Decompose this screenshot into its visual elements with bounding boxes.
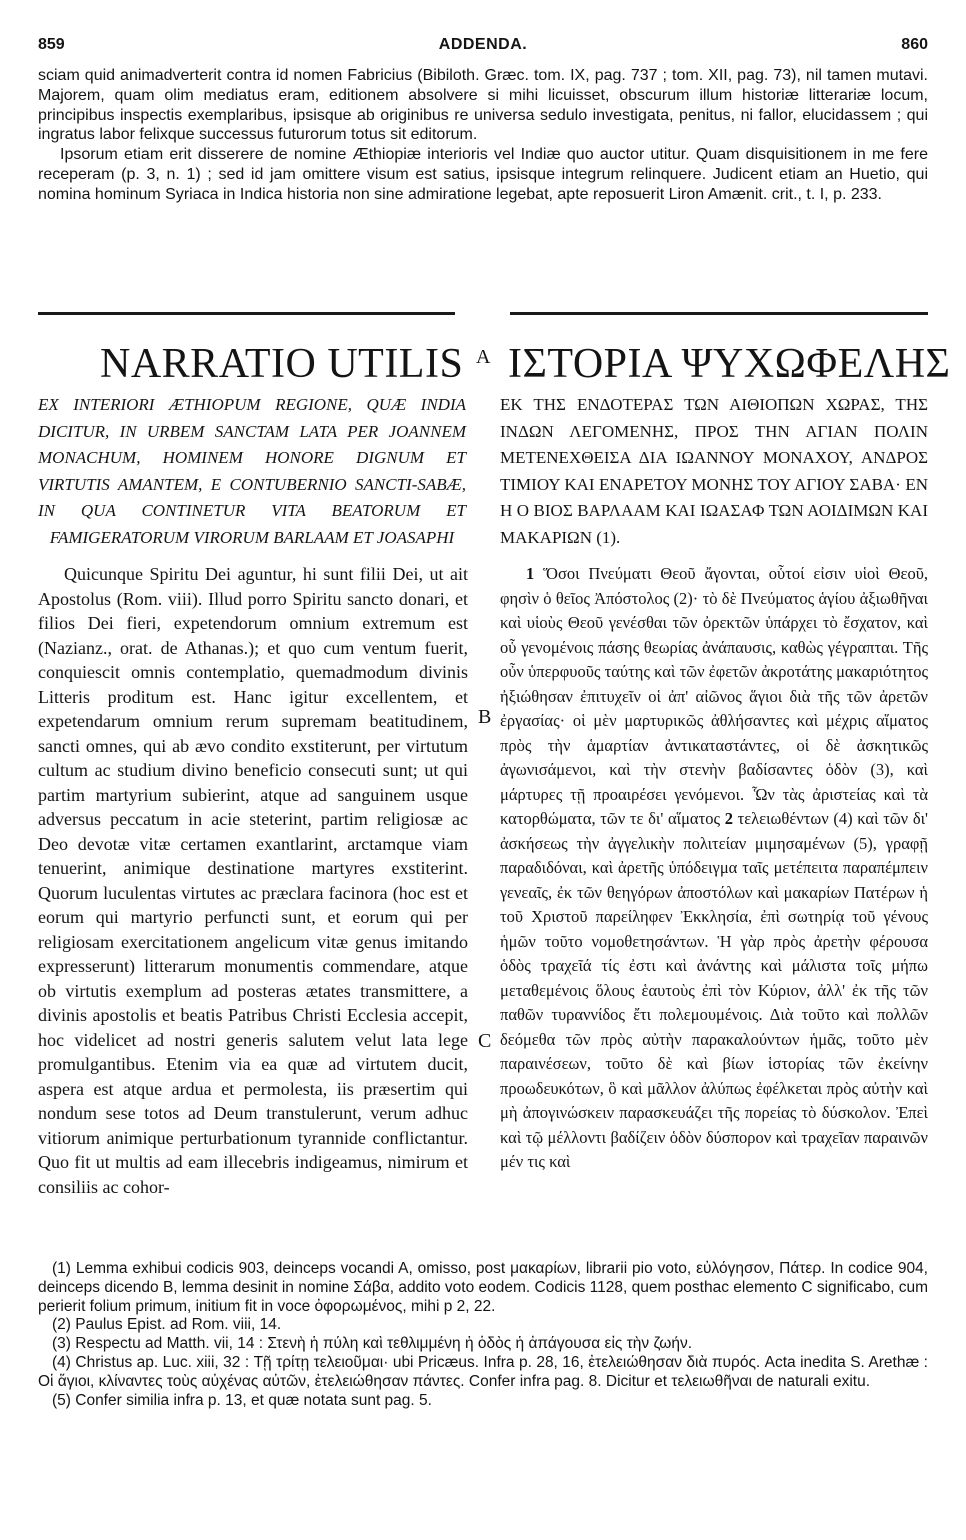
- latin-title: NARRATIO UTILIS: [100, 341, 464, 387]
- running-header: [38, 36, 928, 58]
- greek-body-text-1: Ὅσοι Πνεύματι Θεοῦ ἄγονται, οὗτοί εἰσιν υἱοὶ Θεοῦ, φησὶν ὁ θεῖος Ἀπόστολος (2)· τὸ δὲ Πνεύματος ἁγίου ἀξιωθῆναι καὶ υἱοὺς Θεοῦ γενέσθαι τῶν ὀρεκτῶν ὑπάρχει τὸ ἔσχατον, καὶ οὗ γενομένοις πάσης θεωρίας ἀνάπαυσις, καθὼς γέγραπται. Τῆς οὖν ὑπερφυοῦς ταύτης καὶ τῶν ἐφετῶν ἀκροτάτης μακαριότητος ἠξιώθησαν ἐπιτυχεῖν οἱ ἀπ' αἰῶνος ἅγιοι διὰ τῆς τῶν ἀρετῶν ἐργασίας· οἱ μὲν μαρτυρικῶς ἀθλήσαντες καὶ μέχρις αἵματος πρὸς τὴν ἁμαρτίαν ἀντικαταστάντες, οἱ δὲ ἀσκητικῶς ἀγωνισάμενοι, καὶ τὴν στενὴν βαδίσαντες ὁδὸν (3), καὶ μάρτυρες τῇ προαιρέσει γενόμενοι. Ὧν τὰς ἀριστείας καὶ τὰ κατορθώματα, τῶν τε δι' αἵματος: [500, 564, 929, 828]
- left-divider-rule: [38, 312, 455, 315]
- margin-marker-c: C: [478, 1030, 492, 1052]
- right-page-number: 860: [901, 36, 928, 53]
- footnotes: [38, 1260, 928, 1410]
- left-page-number: 859: [38, 36, 65, 53]
- addenda-text: [38, 66, 928, 205]
- greek-title: ΙΣΤΟΡΙΑ ΨΥΧΩΦΕΛΗΣ: [508, 341, 951, 387]
- footnote-3: (3) Respectu ad Matth. vii, 14 : Στενὴ ἡ πύλη καὶ τεθλιμμένη ἡ ὁδὸς ἡ ἀπάγουσα εἰς τὴν ζωήν.: [52, 1335, 693, 1353]
- latin-subtitle: EX INTERIORI ÆTHIOPUM REGIONE, QUÆ INDIA DICITUR, IN URBEM SANCTAM LATA PER JOANNEM MONACHUM, HOMINEM HONORE DIGNUM ET VIRTUTIS AMANTEM, E CONTUBERNIO SANCTI-SABÆ, IN QUA CONTINETUR VITA BEATORUM ET FAMIGERATORUM VIRORUM BARLAAM ET JOASAPHI: [38, 395, 466, 547]
- latin-column: [38, 562, 468, 1199]
- running-title: ADDENDA.: [438, 36, 528, 53]
- section-number-1: 1: [526, 564, 535, 583]
- greek-column: [500, 562, 928, 1175]
- right-divider-rule: [510, 312, 928, 315]
- latin-body-text: Quicunque Spiritu Dei aguntur, hi sunt filii Dei, ut ait Apostolus (Rom. viii). Illud porro Spiritu sancto donari, et filios Dei fieri, expetendorum omnium extremum est (Nazianz., orat. de Athanas.); et quo cum ventum fuerit, conquiescit omnis contemplatio, quemadmodum divinis Litteris proditum est. Hanc igitur excellentem, et expetendarum omnium rerum supremam beatitudinem, sancti omnes, qui ab ævo condito exstiterunt, per virtutum cultum ac studium divino beneficio consecuti sunt; ut qui partim martyrium subierint, atque ad sanguinem usque adversus peccatum in acie steterint, partim religiosæ ac Deo devotæ vitæ certamen exantlarint, arctamque viam tenuerint, animique destinatione martyres exstiterint. Quorum luculentas virtutes ac præclara facinora (hoc est et eorum qui martyrio perfuncti sunt, et eorum qui per religiosam exercitationem angelicum vitæ genus imitando expresserunt) litterarum monumentis commendare, atque ob virtutis exemplum ad posteras ætates transmittere, a divinis apostolis et beatis Patribus Christi Ecclesia accepit, hoc videlicet ad nostri generis salutem velut lata lege promulgantibus. Etenim via ea quæ ad virtutem ducit, aspera est atque ardua et permolesta, iis præsertim qui nondum sese totos ad Deum transtulerunt, verum adhuc vitiorum animique perturbationum tyrannide conflictantur. Quo fit ut multis ad eam illecebris indigeamus, nimirum et consiliis ac cohor-: [38, 564, 468, 1197]
- footnote-2: (2) Paulus Epist. ad Rom. viii, 14.: [52, 1316, 282, 1334]
- footnote-4: (4) Christus ap. Luc. xiii, 32 : Τῇ τρίτῃ τελειοῦμαι· ubi Pricæus. Infra p. 28, 16, ἐτελειώθησαν διὰ πυρός. Acta inedita S. Arethæ : Οἱ ἅγιοι, κλίναντες τοὺς αὐχένας αὐτῶν, ἐτελειώθησαν πάντες. Confer infra pag. 8. Dicitur et τελειωθῆναι de naturali exitu.: [38, 1353, 928, 1390]
- greek-subtitle: ΕΚ ΤΗΣ ΕΝΔΟΤΕΡΑΣ ΤΩΝ ΑΙΘΙΟΠΩΝ ΧΩΡΑΣ, ΤΗΣ ΙΝΔΩΝ ΛΕΓΟΜΕΝΗΣ, ΠΡΟΣ ΤΗΝ ΑΓΙΑΝ ΠΟΛΙΝ ΜΕΤΕΝΕΧΘΕΙΣΑ ΔΙΑ ΙΩΑΝΝΟΥ ΜΟΝΑΧΟΥ, ΑΝΔΡΟΣ ΤΙΜΙΟΥ ΚΑΙ ΕΝΑΡΕΤΟΥ ΜΟΝΗΣ ΤΟΥ ΑΓΙΟΥ ΣΑΒΑ· ΕΝ Η Ο ΒΙΟΣ ΒΑΡΛΑΑΜ ΚΑΙ ΙΩΑΣΑΦ ΤΩΝ ΑΟΙΔΙΜΩΝ ΚΑΙ ΜΑΚΑΡΙΩΝ (1).: [500, 395, 928, 547]
- section-number-2: 2: [724, 809, 733, 828]
- margin-marker-b: B: [478, 706, 492, 728]
- footnote-1: (1) Lemma exhibui codicis 903, deinceps vocandi A, omisso, post μακαρίων, librarii pio voto, εὐλόγησον, Πάτερ. In codice 904, deinceps dicendo B, lemma desinit in nomine Σάβα, addito voto eodem. Codicis 1128, quem posthac elemento C significabo, cum perierit folium primum, initium fit in voce ὀφορωμένος, mihi p 2, 22.: [38, 1260, 928, 1315]
- footnote-5: (5) Confer similia infra p. 13, et quæ notata sunt pag. 5.: [52, 1391, 432, 1409]
- addenda-paragraph-1: sciam quid animadverterit contra id nomen Fabricius (Bibiloth. Græc. tom. IX, pag. 737 ; tom. XII, pag. 73), nil tamen mutavi. Majorem, quam olim mediatus eram, editionem absolvere si mihi licuisset, obscurum illum historiæ litterariæ locum, principibus inspectis exemplaribus, ipsisque ab originibus re universa sedulo investigata, penitus, ni fallor, elucidassem ; qui ingratus labor felixque successus futurorum totus sit editorum.: [38, 67, 928, 144]
- greek-paragraph: [500, 562, 928, 1175]
- margin-marker-a: A: [476, 346, 491, 368]
- addenda-paragraph-2: Ipsorum etiam erit disserere de nomine Æthiopiæ interioris vel Indiæ quo auctor utitur. Quam disquisitionem in me fere receperam (p. 3, n. 1) ; sed id jam omittere visum est satius, ipsisque integrum relinquere. Judicent etiam an Huetio, qui nomina hominum Syriaca in Indica historia non sine admiratione legebat, apte reposuerit Liron Amænit. crit., t. I, p. 233.: [38, 146, 928, 203]
- greek-body-text-2: τελειωθέντων (4) καὶ τῶν δι' ἀσκήσεως τὴν ἀγγελικὴν πολιτείαν μιμησαμένων (5), γραφῇ παραδιδόναι, καὶ ἀρετῆς ὑπόδειγμα ταῖς μετέπειτα παραπέμπειν γενεαῖς, ἐκ τῶν θεηγόρων ἀποστόλων καὶ μακαρίων Πατέρων ἡ τοῦ Χριστοῦ παρείληφεν Ἐκκλησία, ἐπὶ σωτηρίᾳ τοῦ γένους ἡμῶν τοῦτο νομοθετησάντων. Ἡ γὰρ πρὸς ἀρετὴν φέρουσα ὁδὸς τραχεῖά τίς ἐστι καὶ ἀνάντης καὶ μάλιστα τοῖς μήπω μεταθεμένοις ὅλους ἑαυτοὺς ἐπὶ τὸν Κύριον, ἀλλ' ἐκ τῆς τῶν παθῶν τυραννίδος ἔτι πολεμουμένοις. Διὰ τοῦτο καὶ πολλῶν δεόμεθα τῶν πρὸς αὐτὴν παρακαλούντων ἡμᾶς, τοῦτο μὲν παραινέσεων, τοῦτο δὲ καὶ βίων ἱστορίας τῶν ἐκείνην προωδευκότων, ὃ καὶ μᾶλλον ἀλύπως ἐφέλκεται πρὸς αὐτὴν καὶ μὴ ἀπογινώσκειν παρασκευάζει τῆς πορείας τὸ δύσκολον. Ἐπεὶ καὶ τῷ μέλλοντι βαδίζειν ὁδὸν δύσπορον καὶ τραχεῖαν παραινῶν μέν τις καὶ: [500, 809, 929, 1171]
